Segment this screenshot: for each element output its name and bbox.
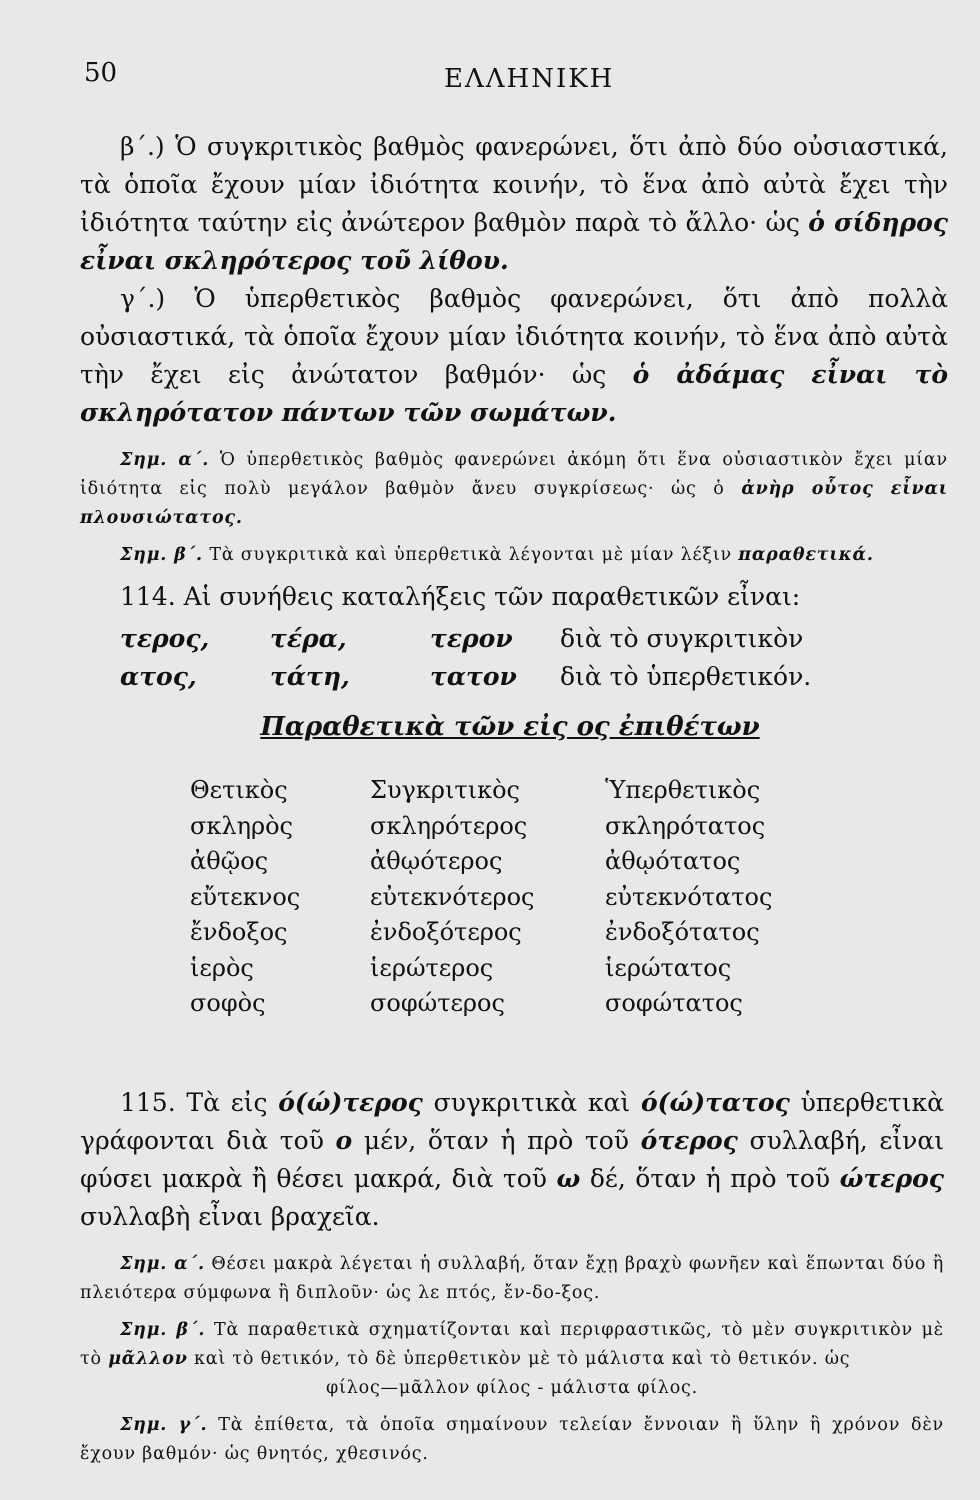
example-text: ὁ ἀδάμας εἶναι τὸ σκληρότατον πάντων τῶν σωμάτων. — [80, 360, 949, 427]
page-header — [84, 58, 940, 98]
example-line: φίλος—μᾶλλον φίλος - μάλιστα φίλος. — [326, 1378, 698, 1398]
main-text — [80, 128, 948, 696]
table-row: εὔτεκνος εὐτεκνότερος εὐτεκνότατος — [190, 882, 773, 911]
table-row: ἔνδοξος ἐνδοξότερος ἐνδοξότατος — [190, 918, 760, 946]
section-115 — [80, 1084, 944, 1469]
adjective-table — [190, 776, 805, 1025]
example-text: ὁ σίδηρος εἶναι σκληρότερος τοῦ λίθου. — [80, 208, 948, 275]
column-header: Ὑπερθετικὸς — [605, 776, 761, 804]
note-label: Σημ. β΄. — [120, 545, 203, 565]
endings-table — [80, 620, 948, 696]
paragraph-b: β΄.) Ὁ συγκριτικὸς βαθμὸς φανερώνει, ὅτι ἀπὸ δύο οὐσιαστικά, τὰ ὁποῖα ἔχουν μίαν ἰδιότητα κοινήν, τὸ ἕνα ἀπὸ αὐτὰ ἔχει τὴν ἰδιότητα ταύτην εἰς ἀνώτερον βαθμὸν παρὰ τὸ ἄλλο· ὡς ὁ σίδηρος εἶναι σκληρότερος τοῦ λίθου. — [80, 132, 948, 275]
note-label: Σημ. α΄. — [120, 1254, 205, 1274]
table-row: σκληρὸς σκληρότερος σκληρότατος — [190, 811, 766, 840]
paragraph-115: 115. Τὰ εἰς ό(ώ)τερος συγκριτικὰ καὶ ό(ώ)τατος ὑπερθετικὰ γράφονται διὰ τοῦ ο μέν, ὅταν ἡ πρὸ τοῦ ότερος συλλαβή, εἶναι φύσει μακρὰ ἢ θέσει μακρά, διὰ τοῦ ω δέ, ὅταν ἡ πρὸ τοῦ ώτερος συλλαβὴ εἶναι βραχεῖα. — [80, 1088, 945, 1231]
note-115-b: Σημ. β΄. Τὰ παραθετικὰ σχηματίζονται καὶ περιφραστικῶς, τὸ μὲν συγκριτικὸν μὲ τὸ μᾶλλον καὶ τὸ θετικόν, τὸ δὲ ὑπερθετικὸν μὲ τὸ μάλιστα καὶ τὸ θετικόν. ὡς — [80, 1320, 944, 1369]
note-label: Σημ. γ΄. — [120, 1415, 208, 1435]
note-115-c: Σημ. γ΄. Τὰ ἐπίθετα, τὰ ὁποῖα σημαίνουν τελείαν ἔννοιαν ἢ ὕλην ἢ χρόνον δὲν ἔχουν βαθμόν· ὡς θνητός, χθεσινός. — [80, 1415, 944, 1464]
table-header-row — [190, 776, 805, 812]
section-114: 114. Αἱ συνήθεις καταλήξεις τῶν παραθετικῶν εἶναι: — [120, 582, 801, 611]
note-115-a: Σημ. α΄. Θέσει μακρὰ λέγεται ἡ συλλαβή, ὅταν ἔχῃ βραχὺ φωνῆεν καὶ ἕπωνται δύο ἢ πλειότερα σύμφωνα ἢ διπλοῦν· ὡς λε πτός, ἔν-δο-ξος. — [80, 1254, 944, 1303]
note-label: Σημ. α΄. — [120, 450, 210, 470]
term-text: παραθετικά. — [738, 545, 874, 565]
table-row: ατος, τάτη, τατον διὰ τὸ ὑπερθετικόν. — [120, 662, 812, 691]
note-a: Σημ. α΄. Ὁ ὑπερθετικὸς βαθμὸς φανερώνει ἀκόμη ὅτι ἕνα οὐσιαστικὸν ἔχει μίαν ἰδιότητα εἰς πολὺ μεγάλον βαθμὸν ἄνευ συγκρίσεως· ὡς ὁ ἀνὴρ οὗτος εἶναι πλουσιώτατος. — [80, 450, 948, 528]
column-header: Θετικὸς — [190, 776, 288, 804]
running-title: ΕΛΛΗΝΙΚΗ — [444, 64, 615, 94]
example-text: ἀνὴρ οὗτος εἶναι πλουσιώτατος. — [80, 479, 948, 528]
note-label: Σημ. β΄. — [120, 1320, 206, 1340]
table-row: τερος, τέρα, τερον διὰ τὸ συγκριτικὸν — [120, 624, 804, 653]
table-row: σοφὸς σοφώτερος σοφώτατος — [190, 989, 743, 1017]
table-title: Παραθετικὰ τῶν εἰς ος ἐπιθέτων — [260, 712, 760, 742]
page-number: 50 — [84, 58, 118, 88]
paragraph-c: γ΄.) Ὁ ὑπερθετικὸς βαθμὸς φανερώνει, ὅτι ἀπὸ πολλὰ οὐσιαστικά, τὰ ὁποῖα ἔχουν μίαν ἰδιότητα κοινήν, τὸ ἕνα ἀπὸ αὐτὰ τὴν ἔχει εἰς ἀνώτατον βαθμόν· ὡς ὁ ἀδάμας εἶναι τὸ σκληρότατον πάντων τῶν σωμάτων. — [80, 284, 949, 427]
table-row: ἱερὸς ἱερώτερος ἱερώτατος — [190, 953, 732, 982]
column-header: Συγκριτικὸς — [370, 776, 520, 804]
table-row: ἀθῷος ἀθῳότερος ἀθῳότατος — [190, 847, 741, 875]
note-b: Σημ. β΄. Τὰ συγκριτικὰ καὶ ὑπερθετικὰ λέγονται μὲ μίαν λέξιν παραθετικά. — [120, 545, 874, 565]
